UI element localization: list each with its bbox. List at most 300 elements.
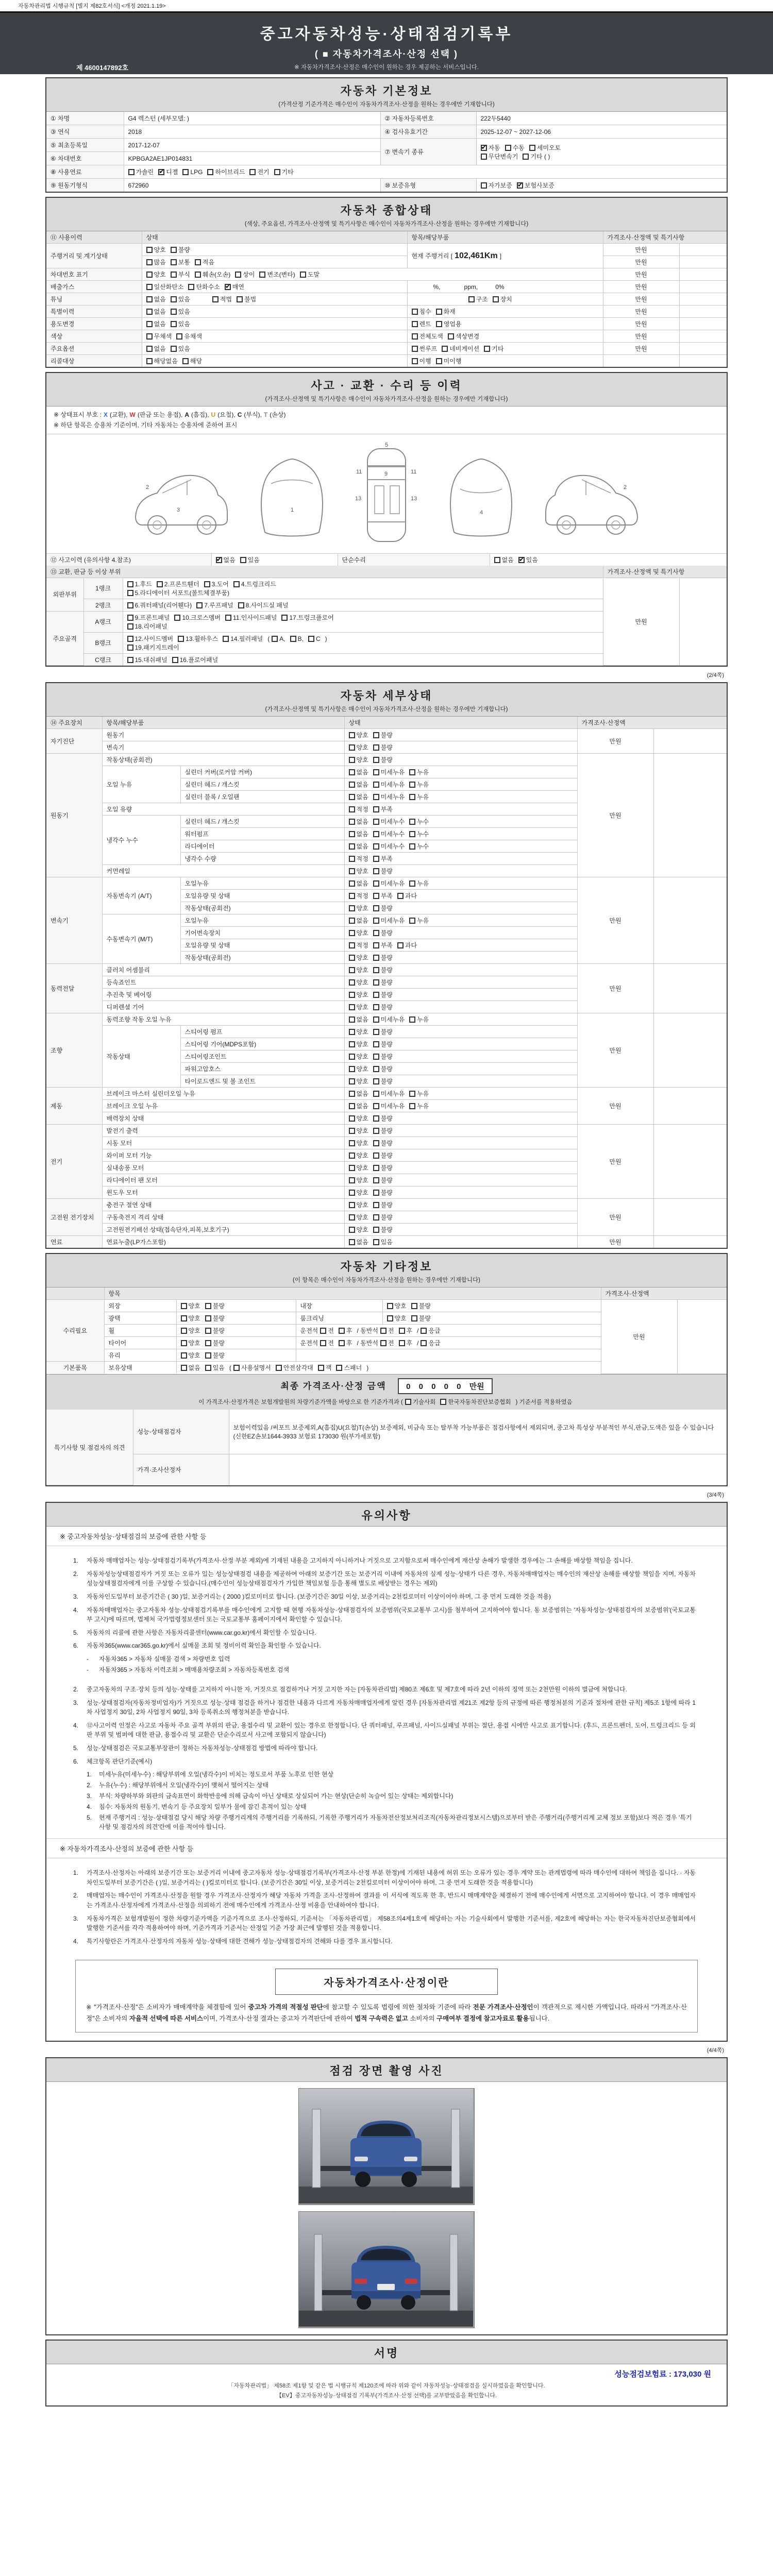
checkbox-없음[interactable] — [349, 918, 355, 924]
checkbox-화재[interactable] — [436, 309, 442, 315]
checkbox-매연-checked[interactable] — [225, 284, 231, 290]
option-A, — [272, 635, 285, 642]
basic-info-header — [46, 78, 727, 112]
checkbox-label: 7.루프패널 — [204, 601, 233, 609]
checkbox-1.후드[interactable] — [127, 581, 133, 587]
checkbox-도말[interactable] — [300, 272, 306, 278]
checkbox-불량[interactable] — [373, 1153, 379, 1159]
option-보험사보증 — [517, 181, 554, 190]
checkbox-유채색[interactable] — [176, 333, 182, 340]
checkbox-불량[interactable] — [373, 1227, 379, 1233]
checkbox-미세누유[interactable] — [373, 769, 379, 775]
checkbox-훼손(오손)[interactable] — [195, 272, 201, 278]
checkbox-label: 유채색 — [184, 333, 203, 340]
option-7.루프패널 — [196, 601, 233, 609]
checkbox-label: 있음 — [212, 1364, 225, 1372]
checkbox-불량[interactable] — [373, 1041, 379, 1047]
checkbox-불량[interactable] — [205, 1328, 211, 1334]
value-cell: 672960 — [124, 179, 380, 192]
checkbox-없음[interactable] — [349, 819, 355, 825]
checkbox-누유[interactable] — [409, 1091, 415, 1097]
checkbox-누유[interactable] — [409, 794, 415, 800]
checkbox-label: 불량 — [380, 1177, 393, 1184]
checkbox-불량[interactable] — [411, 1303, 417, 1309]
checkbox-침수[interactable] — [412, 309, 418, 315]
text: / — [417, 1327, 419, 1335]
checkbox-양호[interactable] — [349, 868, 355, 874]
checkbox-적정[interactable] — [349, 856, 355, 862]
checkbox-불량[interactable] — [205, 1340, 211, 1346]
checkbox-19.패키지트레이[interactable] — [127, 645, 133, 651]
checkbox-5.라디에이터 서포트(볼트체결부품)[interactable] — [127, 590, 133, 596]
checkbox-label: 보통 — [178, 259, 190, 266]
checkbox-14.필러패널[interactable] — [223, 636, 229, 642]
checkbox-불량[interactable] — [205, 1352, 211, 1359]
state-code-legend-line2: ※ 하단 항목은 승용차 기준이며, 기타 자동차는 승용차에 준하여 표시 — [54, 421, 238, 429]
checkbox-전[interactable] — [320, 1328, 326, 1334]
option-양호 — [181, 1351, 200, 1360]
checkbox-부족[interactable] — [373, 893, 379, 899]
option-안전삼각대 — [276, 1363, 313, 1372]
checkbox-하이브리드[interactable] — [207, 169, 213, 175]
checkbox-없음[interactable] — [349, 794, 355, 800]
checkbox-자가보증[interactable] — [481, 182, 487, 189]
notice-subitem-text: 미세누유(미세누수) : 해당부위에 오일(냉각수)이 비치는 정도로서 부품 노후로 인한 현상 — [99, 1771, 334, 1778]
checkbox-미세누수[interactable] — [373, 843, 379, 850]
checkbox-양호[interactable] — [349, 1190, 355, 1196]
text: (흠집), — [191, 411, 209, 418]
checkbox-부족[interactable] — [373, 856, 379, 862]
value-cell — [407, 343, 603, 355]
checkbox-있음-checked[interactable] — [518, 557, 525, 563]
value-cell — [407, 306, 603, 318]
checkbox-있음[interactable] — [373, 1239, 379, 1245]
value-cell: 브레이크 마스터 실린더오일 누유 — [102, 1088, 344, 1100]
checkbox-양호[interactable] — [146, 272, 153, 278]
checkbox-수동[interactable] — [505, 145, 511, 151]
option-썬루프 — [412, 344, 438, 353]
checkbox-없음[interactable] — [494, 557, 500, 563]
checkbox-LPG[interactable] — [182, 169, 189, 175]
checkbox-없음[interactable] — [349, 880, 355, 887]
checkbox-양호[interactable] — [387, 1303, 393, 1309]
notice-subitem-number: 3. — [87, 1792, 92, 1800]
checkbox-미세누유[interactable] — [373, 782, 379, 788]
checkbox-3.도어[interactable] — [204, 581, 210, 587]
checkbox-이행[interactable] — [412, 358, 418, 364]
checkbox-17.트렁크플로어[interactable] — [281, 615, 288, 621]
notice-subitem — [87, 1802, 696, 1811]
checkbox-없음[interactable] — [349, 1103, 355, 1109]
checkbox-label: 잭 — [325, 1364, 332, 1372]
checkbox-불량[interactable] — [205, 1315, 211, 1321]
checkbox-적음[interactable] — [195, 259, 201, 265]
checkbox-해당[interactable] — [182, 358, 189, 364]
checkbox-양호[interactable] — [349, 1165, 355, 1171]
checkbox-부식[interactable] — [171, 272, 177, 278]
checkbox-불량[interactable] — [373, 1140, 379, 1146]
checkbox-13.휠하우스[interactable] — [178, 636, 184, 642]
value-cell: 브레이크 오일 누유 — [102, 1100, 344, 1112]
final-price-value: 0 0 0 0 0 — [406, 1382, 464, 1391]
notice-item-number: 5. — [73, 1744, 79, 1752]
checkbox-불량[interactable] — [373, 1078, 379, 1084]
checkbox-미세누수[interactable] — [373, 819, 379, 825]
value-cell: 만원 — [603, 330, 679, 343]
checkbox-label: 일산화탄소 — [154, 283, 184, 291]
checkbox-변조(변타)[interactable] — [259, 272, 265, 278]
checkbox-불량[interactable] — [373, 1004, 379, 1010]
checkbox-불량[interactable] — [373, 1029, 379, 1035]
section-notice — [45, 1502, 728, 2042]
checkbox-label: 없음 — [501, 556, 514, 564]
checkbox-양호[interactable] — [349, 967, 355, 973]
checkbox-전체도색[interactable] — [412, 333, 418, 340]
option-전체도색 — [412, 332, 443, 341]
checkbox-11.인사이드패널[interactable] — [225, 615, 231, 621]
checkbox-자동-checked[interactable] — [481, 145, 487, 151]
value-cell — [382, 1300, 601, 1312]
checkbox-누유[interactable] — [409, 769, 415, 775]
checkbox-없음-checked[interactable] — [216, 557, 222, 563]
checkbox-양호[interactable] — [349, 744, 355, 751]
option-14.필러패널 — [223, 634, 263, 643]
checkbox-없음[interactable] — [146, 321, 153, 327]
checkbox-무채색[interactable] — [146, 333, 153, 340]
checkbox-불법[interactable] — [237, 296, 243, 302]
checkbox-미세누유[interactable] — [373, 1091, 379, 1097]
checkbox-누유[interactable] — [409, 880, 415, 887]
checkbox-스패너[interactable] — [336, 1365, 342, 1371]
checkbox-양호[interactable] — [349, 1054, 355, 1060]
column-header-cell: 항목/해당부품 — [407, 231, 603, 244]
value-cell — [344, 1013, 577, 1026]
checkbox-10.크로스멤버[interactable] — [174, 615, 180, 621]
checkbox-불량[interactable] — [373, 1128, 379, 1134]
checkbox-불량[interactable] — [373, 1115, 379, 1122]
checkbox-한국자동차진단보증협회[interactable] — [440, 1399, 446, 1405]
checkbox-양호[interactable] — [146, 247, 153, 253]
option-불량 — [373, 1200, 393, 1209]
checkbox-기타 ( )[interactable] — [523, 154, 529, 160]
checkbox-불량[interactable] — [373, 1054, 379, 1060]
checkbox-상이[interactable] — [235, 272, 241, 278]
checkbox-미세누유[interactable] — [373, 794, 379, 800]
notice-item-number: 2. — [73, 1892, 79, 1900]
checkbox-없음[interactable] — [146, 309, 153, 315]
option-양호 — [349, 1139, 368, 1147]
checkbox-영업용[interactable] — [436, 321, 442, 327]
checkbox-없음[interactable] — [146, 296, 153, 302]
checkbox-양호[interactable] — [349, 1128, 355, 1134]
checkbox-양호[interactable] — [349, 905, 355, 911]
inspection-photo-front — [298, 2088, 475, 2205]
checkbox-양호[interactable] — [349, 955, 355, 961]
checkbox-누유[interactable] — [409, 1103, 415, 1109]
checkbox-있음[interactable] — [171, 321, 177, 327]
checkbox-누수[interactable] — [409, 831, 415, 837]
checkbox-양호[interactable] — [349, 992, 355, 998]
checkbox-양호[interactable] — [349, 1153, 355, 1159]
checkbox-불량[interactable] — [373, 1190, 379, 1196]
checkbox-네비게이션[interactable] — [442, 346, 448, 352]
checkbox-기타[interactable] — [274, 169, 280, 175]
value-cell — [344, 1125, 577, 1137]
checkbox-label: 미세누유 — [380, 880, 405, 888]
checkbox-보험사보증-checked[interactable] — [517, 182, 523, 189]
option-양호 — [181, 1314, 200, 1323]
checkbox-누수[interactable] — [409, 819, 415, 825]
checkbox-불량[interactable] — [373, 967, 379, 973]
checkbox-label: 15.대쉬패널 — [135, 656, 167, 664]
checkbox-불량[interactable] — [373, 1165, 379, 1171]
checkbox-양호[interactable] — [349, 1066, 355, 1072]
checkbox-무단변속기[interactable] — [481, 154, 487, 160]
checkbox-A,[interactable] — [272, 636, 278, 642]
checkbox-미세누수[interactable] — [373, 831, 379, 837]
checkbox-부족[interactable] — [373, 942, 379, 948]
option-양호 — [349, 965, 368, 974]
notice-item-text: 자동차가격은 보험개발원이 정한 차량기준가액을 기준가격으로 조사·산정하되, 기준서는 「자동차관리법」 제58조의4제1호에 해당하는 자는 기술사회에서 발행한 기준서를, 제2호에 해당하는 자는 한국자동차진단보증협회에서 발행한 기준서를 각각 적용하여야 하며, 기준가격과 기준서는 산정일 기준 가장 최근에 발행된 것을 적용합니다. — [87, 1914, 696, 1932]
checkbox-양호[interactable] — [349, 757, 355, 763]
checkbox-적법[interactable] — [212, 296, 219, 302]
checkbox-전[interactable] — [380, 1340, 386, 1346]
checkbox-구조[interactable] — [468, 296, 475, 302]
column-header-cell: 가격조사·산정액 — [577, 717, 727, 729]
checkbox-있음[interactable] — [205, 1365, 211, 1371]
checkbox-있음[interactable] — [171, 346, 177, 352]
checkbox-전기[interactable] — [249, 169, 256, 175]
checkbox-없음[interactable] — [146, 346, 153, 352]
checkbox-양호[interactable] — [181, 1340, 187, 1346]
value-cell: 발전기 출력 — [102, 1125, 344, 1137]
option-훼손(오손) — [195, 270, 230, 279]
checkbox-양호[interactable] — [349, 930, 355, 936]
value-cell: 만원 — [603, 578, 679, 666]
checkbox-양호[interactable] — [181, 1303, 187, 1309]
checkbox-해당없음[interactable] — [146, 358, 153, 364]
checkbox-없음[interactable] — [349, 831, 355, 837]
checkbox-썬루프[interactable] — [412, 346, 418, 352]
checkbox-후[interactable] — [339, 1340, 345, 1346]
checkbox-18.리어패널[interactable] — [127, 623, 133, 630]
row-label-cell: B랭크 — [83, 632, 123, 653]
diagram-number-pillar-left: 11 — [356, 468, 362, 475]
checkbox-누유[interactable] — [409, 1016, 415, 1023]
checkbox-2.프론트휀더[interactable] — [157, 581, 163, 587]
option-미세누수 — [373, 842, 405, 851]
checkbox-6.쿼터패널(리어휀다)[interactable] — [127, 602, 133, 608]
value-cell — [679, 306, 727, 318]
checkbox-8.사이드실 패널[interactable] — [238, 602, 244, 608]
option-불량 — [373, 755, 393, 764]
checkbox-불량[interactable] — [373, 757, 379, 763]
checkbox-label: 없음 — [188, 1364, 200, 1372]
checkbox-일산화탄소[interactable] — [146, 284, 153, 290]
checkbox-응급[interactable] — [421, 1340, 427, 1346]
checkbox-불량[interactable] — [373, 930, 379, 936]
value-cell — [677, 1300, 727, 1374]
checkbox-있음[interactable] — [171, 296, 177, 302]
checkbox-없음[interactable] — [181, 1365, 187, 1371]
value-cell: 라디에이터 팬 모터 — [102, 1174, 344, 1187]
option-양호 — [349, 1163, 368, 1172]
checkbox-잭[interactable] — [318, 1365, 324, 1371]
checkbox-안전삼각대[interactable] — [276, 1365, 282, 1371]
checkbox-양호[interactable] — [349, 979, 355, 986]
checkbox-불량[interactable] — [373, 992, 379, 998]
value-cell: 만원 — [603, 281, 679, 293]
checkbox-누유[interactable] — [409, 918, 415, 924]
checkbox-없음[interactable] — [349, 1091, 355, 1097]
checkbox-응급[interactable] — [421, 1328, 427, 1334]
etc-info-table — [46, 1287, 727, 1374]
checkbox-불량[interactable] — [205, 1303, 211, 1309]
signature-title: 서명 — [374, 2347, 399, 2360]
checkbox-불량[interactable] — [373, 955, 379, 961]
checkbox-과다[interactable] — [397, 942, 404, 948]
checkbox-양호[interactable] — [349, 1214, 355, 1221]
checkbox-불량[interactable] — [373, 1066, 379, 1072]
checkbox-양호[interactable] — [349, 1177, 355, 1183]
row-label-cell: 동력전달 — [46, 964, 102, 1013]
checkbox-사용설명서[interactable] — [233, 1365, 240, 1371]
checkbox-양호[interactable] — [181, 1352, 187, 1359]
checkbox-불량[interactable] — [373, 1202, 379, 1208]
checkbox-가솔린[interactable] — [128, 169, 135, 175]
checkbox-탄화수소[interactable] — [188, 284, 194, 290]
definition-text-segment: 이며, 가격조사·산정 결과는 중고차 가격판단에 관하여 — [203, 2015, 355, 2023]
checkbox-16.플로어패널[interactable] — [172, 657, 178, 663]
checkbox-렌트[interactable] — [412, 321, 418, 327]
inspector-opinion-table — [46, 1410, 727, 1486]
checkbox-양호[interactable] — [349, 732, 355, 738]
checkbox-있음[interactable] — [171, 309, 177, 315]
checkbox-불량[interactable] — [373, 979, 379, 986]
checkbox-7.루프패널[interactable] — [196, 602, 203, 608]
checkbox-양호[interactable] — [349, 1029, 355, 1035]
text: (요철), — [217, 411, 236, 418]
checkbox-후[interactable] — [399, 1328, 405, 1334]
checkbox-9.프론트패널[interactable] — [127, 615, 133, 621]
option-과다 — [397, 891, 417, 900]
option-유채색 — [176, 332, 202, 341]
checkbox-있음[interactable] — [240, 557, 246, 563]
checkbox-미이행[interactable] — [436, 358, 442, 364]
value-cell — [296, 1325, 601, 1337]
checkbox-전[interactable] — [320, 1340, 326, 1346]
checkbox-C[interactable] — [308, 636, 314, 642]
checkbox-장치[interactable] — [493, 296, 499, 302]
checkbox-label: 있음 — [178, 320, 190, 328]
option-불량 — [373, 743, 393, 752]
checkbox-전[interactable] — [380, 1328, 386, 1334]
checkbox-적정[interactable] — [349, 893, 355, 899]
option-C — [308, 635, 321, 642]
table-row — [46, 330, 727, 343]
checkbox-과다[interactable] — [397, 893, 404, 899]
checkbox-색상변경[interactable] — [448, 333, 454, 340]
checkbox-4.트렁크리드[interactable] — [233, 581, 240, 587]
checkbox-누유[interactable] — [409, 782, 415, 788]
checkbox-누수[interactable] — [409, 843, 415, 850]
checkbox-label: 없음 — [356, 769, 368, 776]
checkbox-세미오토[interactable] — [529, 145, 535, 151]
checkbox-양호[interactable] — [349, 1227, 355, 1233]
checkbox-label: 화재 — [443, 308, 456, 315]
appraisal-definition-title: 자동차가격조사·산정이란 — [275, 1969, 498, 1995]
checkbox-미세누유[interactable] — [373, 880, 379, 887]
value-cell — [142, 355, 407, 367]
checkbox-양호[interactable] — [181, 1328, 187, 1334]
checkbox-많음[interactable] — [146, 259, 153, 265]
checkbox-15.대쉬패널[interactable] — [127, 657, 133, 663]
checkbox-양호[interactable] — [349, 1078, 355, 1084]
option-양호 — [387, 1314, 407, 1323]
checkbox-없음[interactable] — [349, 843, 355, 850]
checkbox-label: 색상변경 — [455, 333, 480, 340]
checkbox-불량[interactable] — [373, 744, 379, 751]
checkbox-불량[interactable] — [171, 247, 177, 253]
checkbox-label: 불법 — [244, 296, 257, 303]
option-불량 — [205, 1301, 225, 1310]
checkbox-불량[interactable] — [373, 732, 379, 738]
appraisal-definition-box — [75, 1960, 698, 2032]
value-cell: 연료누출(LP가스포함) — [102, 1236, 344, 1248]
column-header-cell: 가격조사·산정액 및 특기사항 — [603, 566, 727, 578]
checkbox-12.사이드멤버[interactable] — [127, 636, 133, 642]
checkbox-양호[interactable] — [349, 1004, 355, 1010]
checkbox-label: 세미오토 — [536, 144, 561, 151]
definition-text-segment: ※ "가격조사·산정"은 소비자가 매매계약을 체결함에 있어 — [86, 2004, 248, 2011]
checkbox-기술사회[interactable] — [405, 1399, 411, 1405]
checkbox-후[interactable] — [339, 1328, 345, 1334]
checkbox-양호[interactable] — [349, 1115, 355, 1122]
checkbox-없음[interactable] — [349, 1239, 355, 1245]
option-없음 — [146, 344, 166, 353]
checkbox-후[interactable] — [399, 1340, 405, 1346]
value-cell — [211, 554, 338, 566]
checkbox-없음[interactable] — [349, 1016, 355, 1023]
checkbox-없음[interactable] — [349, 782, 355, 788]
checkbox-미세누유[interactable] — [373, 918, 379, 924]
checkbox-적정[interactable] — [349, 806, 355, 812]
checkbox-양호[interactable] — [387, 1315, 393, 1321]
checkbox-디젤-checked[interactable] — [158, 169, 164, 175]
checkbox-보통[interactable] — [171, 259, 177, 265]
checkbox-미세누유[interactable] — [373, 1016, 379, 1023]
value-cell — [603, 355, 679, 367]
value-cell: 휠 — [104, 1325, 176, 1337]
checkbox-불량[interactable] — [373, 868, 379, 874]
checkbox-미세누유[interactable] — [373, 1103, 379, 1109]
checkbox-불량[interactable] — [373, 1177, 379, 1183]
checkbox-양호[interactable] — [349, 1041, 355, 1047]
checkbox-양호[interactable] — [181, 1315, 187, 1321]
checkbox-적정[interactable] — [349, 942, 355, 948]
checkbox-없음[interactable] — [349, 769, 355, 775]
checkbox-불량[interactable] — [373, 905, 379, 911]
checkbox-불량[interactable] — [373, 1214, 379, 1221]
value-cell: 오일유량 및 상태 — [180, 890, 344, 902]
checkbox-양호[interactable] — [349, 1140, 355, 1146]
table-row — [46, 729, 727, 741]
checkbox-양호[interactable] — [349, 1202, 355, 1208]
checkbox-불량[interactable] — [411, 1315, 417, 1321]
checkbox-부족[interactable] — [373, 806, 379, 812]
checkbox-기타[interactable] — [484, 346, 490, 352]
checkbox-B,[interactable] — [290, 636, 296, 642]
